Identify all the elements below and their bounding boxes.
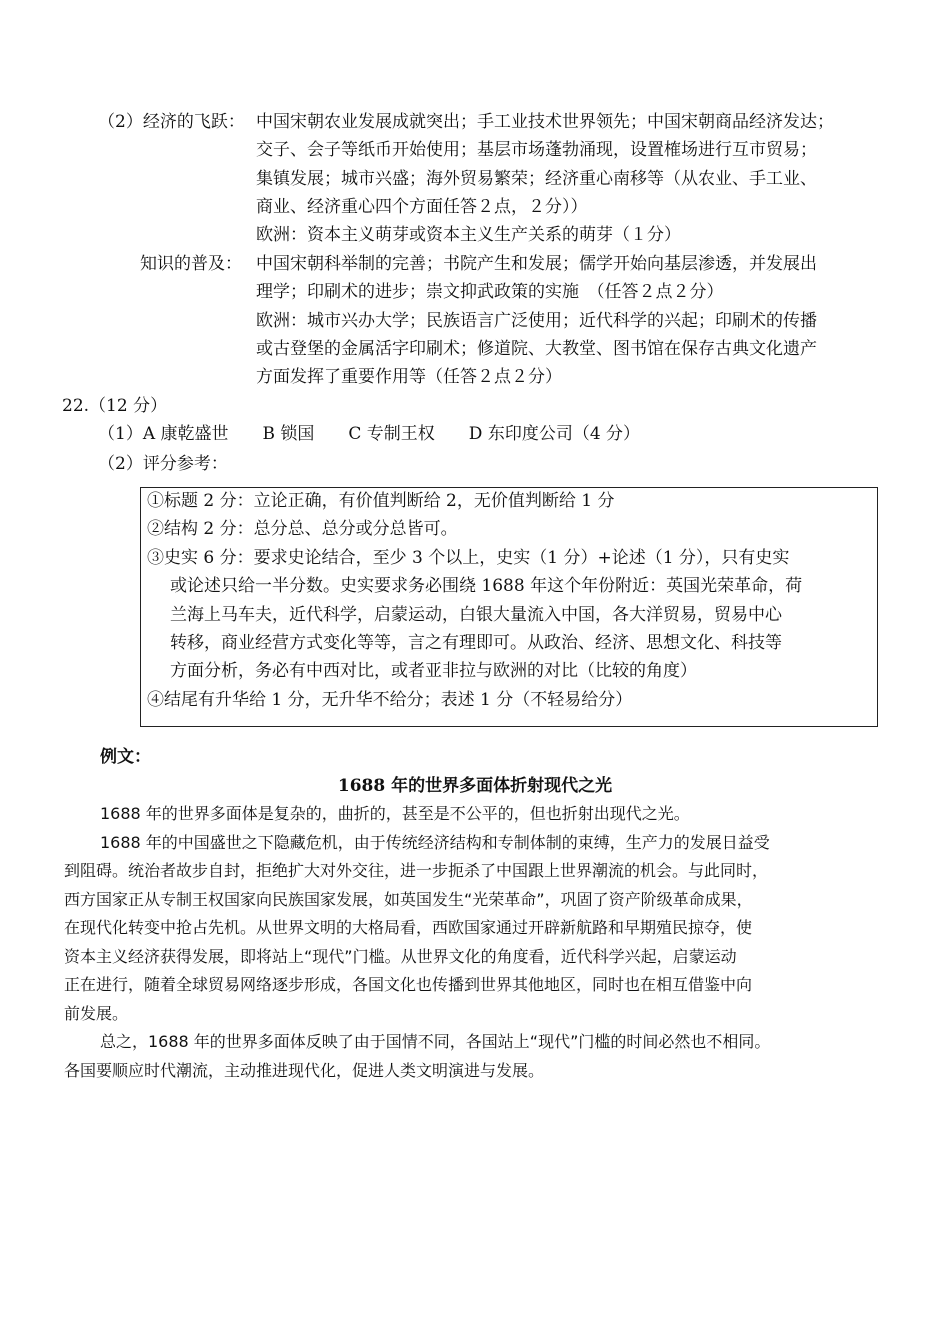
knowledge-line-2: 理学；印刷术的进步；崇文抑武政策的实施 （任答２点２分） [256,282,724,302]
example-para-2-line-3: 西方国家正从专制王权国家向民族国家发展，如英国发生“光荣革命”，巩固了资产阶级革命成果， [64,890,753,909]
rubric-item-facts-cont-2: 兰海上马车夫，近代科学，启蒙运动，白银大量流入中国，各大洋贸易，贸易中心 [170,605,782,625]
rubric-item-facts: ③史实 6 分：要求史论结合，至少 3 个以上，史实（1 分）+论述（1 分），只有史实 [147,548,790,568]
knowledge-line-5: 方面发挥了重要作用等（任答２点２分） [256,367,562,387]
economy-label: （2）经济的飞跃： [98,112,245,132]
example-para-1: 1688 年的世界多面体是复杂的，曲折的，甚至是不公平的，但也折射出现代之光。 [100,804,690,823]
knowledge-line-1: 中国宋朝科举制的完善；书院产生和发展；儒学开始向基层渗透，并发展出 [256,254,817,274]
example-para-2-line-7: 前发展。 [64,1004,129,1023]
rubric-item-title: ①标题 2 分：立论正确，有价值判断给 2，无价值判断给 1 分 [147,491,615,511]
rubric-item-facts-cont-1: 或论述只给一半分数。史实要求务必围绕 1688 年这个年份附近：英国光荣革命，荷 [170,576,803,596]
example-para-3-line-2: 各国要顺应时代潮流，主动推进现代化，促进人类文明演进与发展。 [64,1061,545,1080]
knowledge-line-4: 或古登堡的金属活字印刷术；修道院、大教堂、图书馆在保存古典文化遗产 [256,339,817,359]
example-para-2-line-5: 资本主义经济获得发展，即将站上“现代”门槛。从世界文化的角度看，近代科学兴起，启蒙运动 [64,947,737,966]
example-para-2-line-2: 到阻碍。统治者故步自封，拒绝扩大对外交往，进一步扼杀了中国跟上世界潮流的机会。与此同时， [64,861,769,880]
rubric-item-facts-cont-3: 转移，商业经营方式变化等等，言之有理即可。从政治、经济、思想文化、科技等 [170,633,782,653]
rubric-item-ending: ④结尾有升华给 1 分，无升华不给分；表述 1 分（不轻易给分） [147,690,633,710]
economy-europe-line: 欧洲：资本主义萌芽或资本主义生产关系的萌芽（１分） [256,225,681,245]
economy-line-3: 集镇发展；城市兴盛；海外贸易繁荣；经济重心南移等（从农业、手工业、 [256,169,817,189]
economy-line-2: 交子、会子等纸币开始使用；基层市场蓬勃涌现，设置榷场进行互市贸易； [256,140,817,160]
example-para-2-line-6: 正在进行，随着全球贸易网络逐步形成，各国文化也传播到世界其他地区，同时也在相互借鉴中向 [64,975,753,994]
economy-line-4: 商业、经济重心四个方面任答２点，２分）） [256,197,588,217]
knowledge-label: 知识的普及： [140,254,242,274]
economy-line-1: 中国宋朝农业发展成就突出；手工业技术世界领先；中国宋朝商品经济发达； [256,112,834,132]
rubric-item-facts-cont-4: 方面分析，务必有中西对比，或者亚非拉与欧洲的对比（比较的角度） [170,661,697,681]
example-title: 1688 年的世界多面体折射现代之光 [337,776,613,796]
example-para-2-line-1: 1688 年的中国盛世之下隐藏危机，由于传统经济结构和专制体制的束缚，生产力的发展日益受 [100,833,770,852]
q22-header: 22.（12 分） [62,396,168,416]
example-para-3-line-1: 总之，1688 年的世界多面体反映了由于国情不同，各国站上“现代”门槛的时间必然也不相同。 [100,1032,771,1051]
example-label: 例文： [100,747,151,767]
rubric-item-structure: ②结构 2 分：总分总、总分或分总皆可。 [147,519,458,539]
q22-part1: （1）A 康乾盛世 B 锁国 C 专制王权 D 东印度公司（4 分） [98,424,641,444]
example-para-2-line-4: 在现代化转变中抢占先机。从世界文明的大格局看，西欧国家通过开辟新航路和早期殖民掠夺，使 [64,918,753,937]
q22-part2: （2）评分参考： [98,454,228,474]
knowledge-line-3: 欧洲：城市兴办大学；民族语言广泛使用；近代科学的兴起；印刷术的传播 [256,311,817,331]
